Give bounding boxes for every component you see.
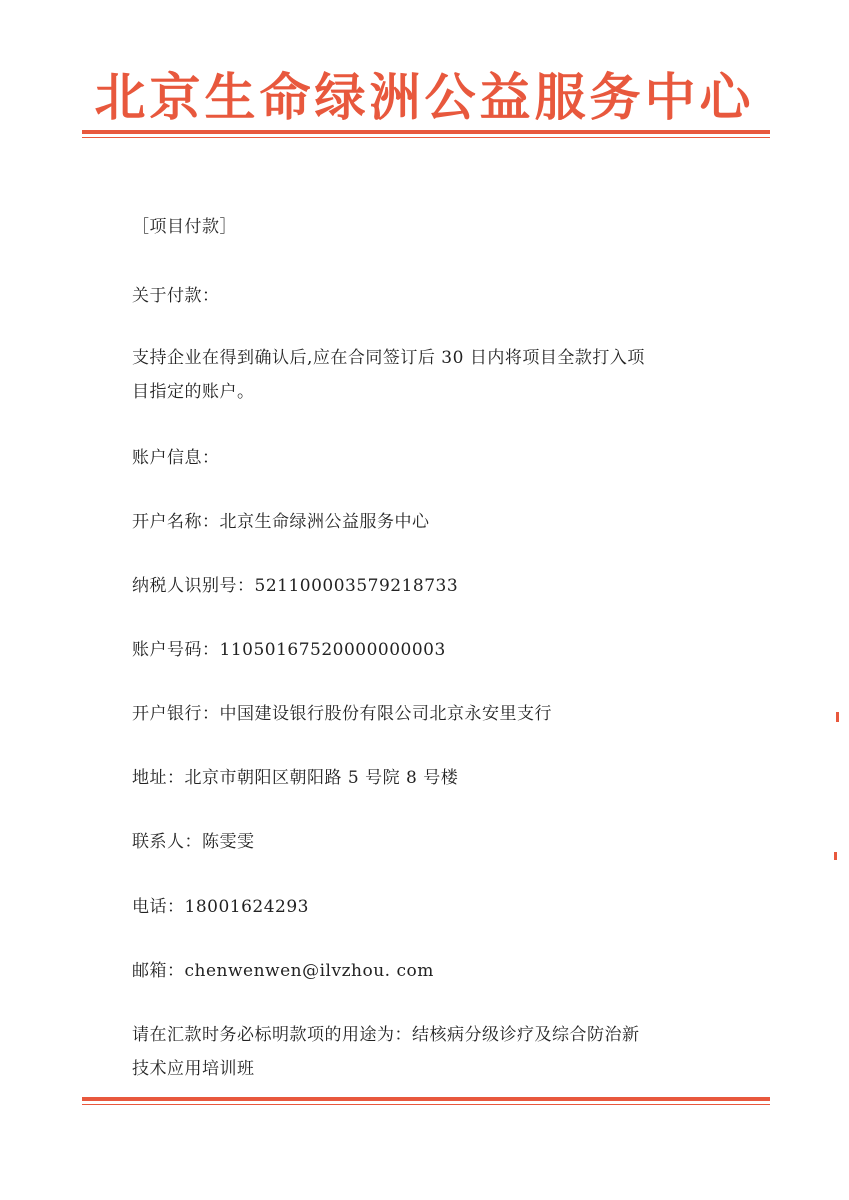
letterhead-rule-thick [82, 130, 770, 134]
payment-text-line-2: 目指定的账户。 [132, 382, 255, 402]
account-number: 账户号码：11050167520000000003 [132, 640, 446, 660]
address: 地址：北京市朝阳区朝阳路 5 号院 8 号楼 [132, 768, 459, 788]
taxpayer-id: 纳税人识别号：521100003579218733 [132, 576, 459, 596]
section-heading: ［项目付款］ [132, 217, 237, 237]
payment-label: 关于付款： [132, 286, 220, 306]
seal-edge-mark-bottom [834, 852, 837, 860]
footer-rule-thin [82, 1104, 770, 1105]
letterhead-rule-thin [82, 137, 770, 138]
purpose-line-2: 技术应用培训班 [132, 1059, 255, 1079]
footer-rule-thick [82, 1097, 770, 1101]
letterhead-org-name: 北京生命绿洲公益服务中心 [94, 69, 755, 128]
contact-person: 联系人：陈雯雯 [132, 832, 255, 852]
phone-number: 电话：18001624293 [132, 897, 309, 917]
payment-text-line-1: 支持企业在得到确认后,应在合同签订后 30 日内将项目全款打入项 [132, 348, 645, 368]
seal-edge-mark-top [836, 712, 839, 722]
account-info-label: 账户信息： [132, 448, 220, 468]
email-address: 邮箱：chenwenwen@ilvzhou. com [132, 961, 434, 981]
account-name: 开户名称：北京生命绿洲公益服务中心 [132, 512, 430, 532]
bank-name: 开户银行：中国建设银行股份有限公司北京永安里支行 [132, 704, 552, 724]
purpose-line-1: 请在汇款时务必标明款项的用途为：结核病分级诊疗及综合防治新 [132, 1025, 640, 1045]
